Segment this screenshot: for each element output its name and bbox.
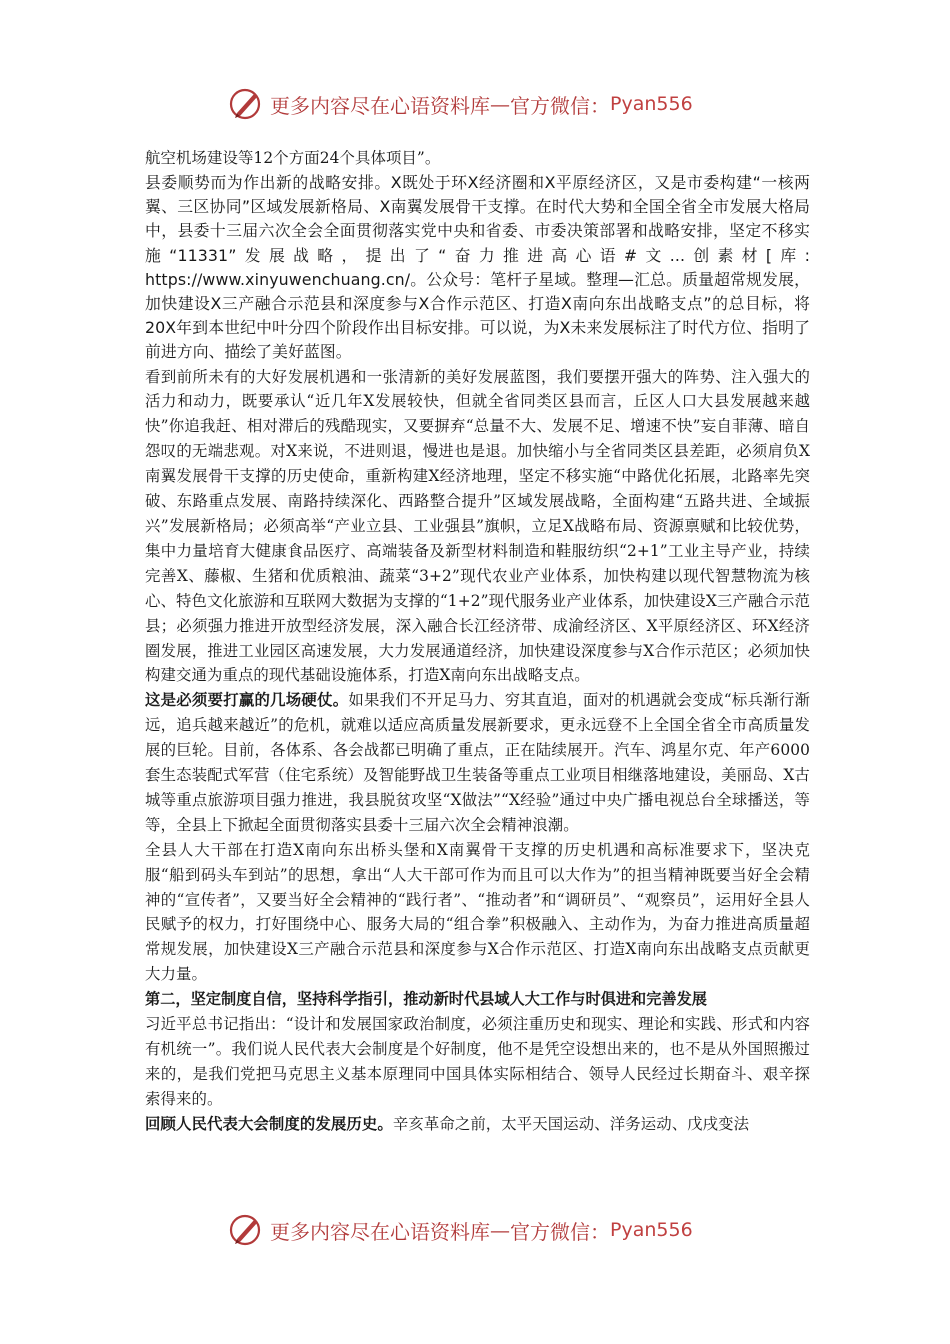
paragraph-5: 全县人大干部在打造X南向东出桥头堡和X南翼骨干支撑的历史机遇和高标准要求下，坚决克服“船到码头车到站”的思想，拿出“人大干部可作为而且可以大作为”的担当精神既要当好全会精神的“宣传者”，又要当好全会精神的“践行者”、“推动者”和“调研员”、“观察员”，运用好全县人民赋予的权力，打好围绕中心、服务大局的“组合拳”积极融入、主动作为，为奋力推进高质量超常规发展，加快建设X三产融合示范县和深度参与X合作示范区、打造X南向东出战略支点贡献更大力量。 [145,840,810,984]
banner-dash: — [490,92,510,116]
footer-watermark-banner [228,1210,693,1250]
paragraph-3: 看到前所未有的大好发展机遇和一张清新的美好发展蓝图，我们要摆开强大的阵势、注入强大的活力和动力，既要承认“近几年X发展较快，但就全省同类区县而言，丘区人口大县发展越来越快”你追我赶、相对滞后的残酷现实，又要摒弃“总量不大、发展不足、增速不快”妄自菲薄、暗自怨叹的无端悲观。对X来说，不进则退，慢进也是退。加快缩小与全省同类区县差距，必须肩负X南翼发展骨干支撑的历史使命，重新构建X经济地理，坚定不移实施“中路优化拓展，北路率先突破、东路重点发展、南路持续深化、西路整合提升”区域发展战略，全面构建“五路共进、全域振兴”发展新格局；必须高举“产业立县、工业强县”旗帜，立足X战略布局、资源禀赋和比较优势，集中力量培育大健康食品医疗、高端装备及新型材料制造和鞋服纺织“2+1”工业主导产业，持续完善X、藤椒、生猪和优质粮油、蔬菜“3+2”现代农业产业体系，加快构建以现代智慧物流为核心、特色文化旅游和互联网大数据为支撑的“1+2”现代服务业产业体系，加快建设X三产融合示范县；必须强力推进开放型经济发展，深入融合长江经济带、成渝经济区、X平原经济区、环X经济圈发展，推进工业园区高速发展，大力发展通道经济，加快建设深度参与X合作示范区；必须加快构建交通为重点的现代基础设施体系，打造X南向东出战略支点。 [145,367,810,685]
paragraph-1: 航空机场建设等12个方面24个具体项目”。 [145,149,441,167]
banner-dash: — [490,1218,510,1242]
banner-title: 更多内容尽在心语资料库 [270,1219,490,1244]
document-body [145,146,810,1137]
pen-logo-icon [228,86,264,122]
paragraph-2: 县委顺势而为作出新的战略安排。X既处于环X经济圈和X平原经济区，又是市委构建“一核两翼、三区协同”区域发展新格局、X南翼发展骨干支撑。在时代大势和全国全省全市发展大格局中，县委十三届六次全会全面贯彻落实党中央和省委、市委决策部署和战略安排，坚定不移实施“11331”发展战略，提出了“奋力推进高心语#文...创素材[库: https://www.xinyuwenchuang.cn/。公众号：笔杆子星域。整理—汇总。质量超常规发展，加快建设X三产融合示范县和深度参与X合作示范区、打造X南向东出战略支点”的总目标，将20X年到本世纪中叶分四个阶段作出目标安排。可以说，为X未来发展标注了时代方位、指明了前进方向、描绘了美好蓝图。 [145,172,810,362]
banner-wechat-label: 官方微信： [510,93,610,118]
pen-logo-icon [228,1212,264,1248]
paragraph-8: 回顾人民代表大会制度的发展历史。辛亥革命之前，太平天国运动、洋务运动、戊戌变法 [145,1114,750,1133]
paragraph-7: 习近平总书记指出：“设计和发展国家政治制度，必须注重历史和现实、理论和实践、形式和内容有机统一”。我们说人民代表大会制度是个好制度，他不是凭空设想出来的，也不是从外国照搬过来的，是我们党把马克思主义基本原理同中国具体实际相结合、领导人民经过长期奋斗、艰辛探索得来的。 [145,1015,810,1108]
banner-wechat-id: Pyan556 [610,93,693,115]
banner-wechat-id: Pyan556 [610,1219,693,1241]
header-watermark-banner [228,84,693,124]
banner-wechat-label: 官方微信： [510,1219,610,1244]
paragraph-8-lead: 回顾人民代表大会制度的发展历史。 [145,1114,393,1133]
paragraph-4-lead: 这是必须要打赢的几场硬仗。 [145,691,349,710]
section-heading: 第二，坚定制度自信，坚持科学指引，推动新时代县域人大工作与时俱进和完善发展 [145,990,707,1009]
paragraph-4: 这是必须要打赢的几场硬仗。如果我们不开足马力、穷其直追，面对的机遇就会变成“标兵渐行渐远，追兵越来越近”的危机，就难以适应高质量发展新要求，更永远登不上全国全省全市高质量发展的巨轮。目前，各体系、各会战都已明确了重点，正在陆续展开。汽车、鸿星尔克、年产6000套生态装配式军营（住宅系统）及智能野战卫生装备等重点工业项目相继落地建设，美丽岛、X古城等重点旅游项目强力推进，我县脱贫攻坚“X做法”“X经验”通过中央广播电视总台全球播送，等等，全县上下掀起全面贯彻落实县委十三届六次全会精神浪潮。 [145,691,810,834]
banner-title: 更多内容尽在心语资料库 [270,93,490,118]
